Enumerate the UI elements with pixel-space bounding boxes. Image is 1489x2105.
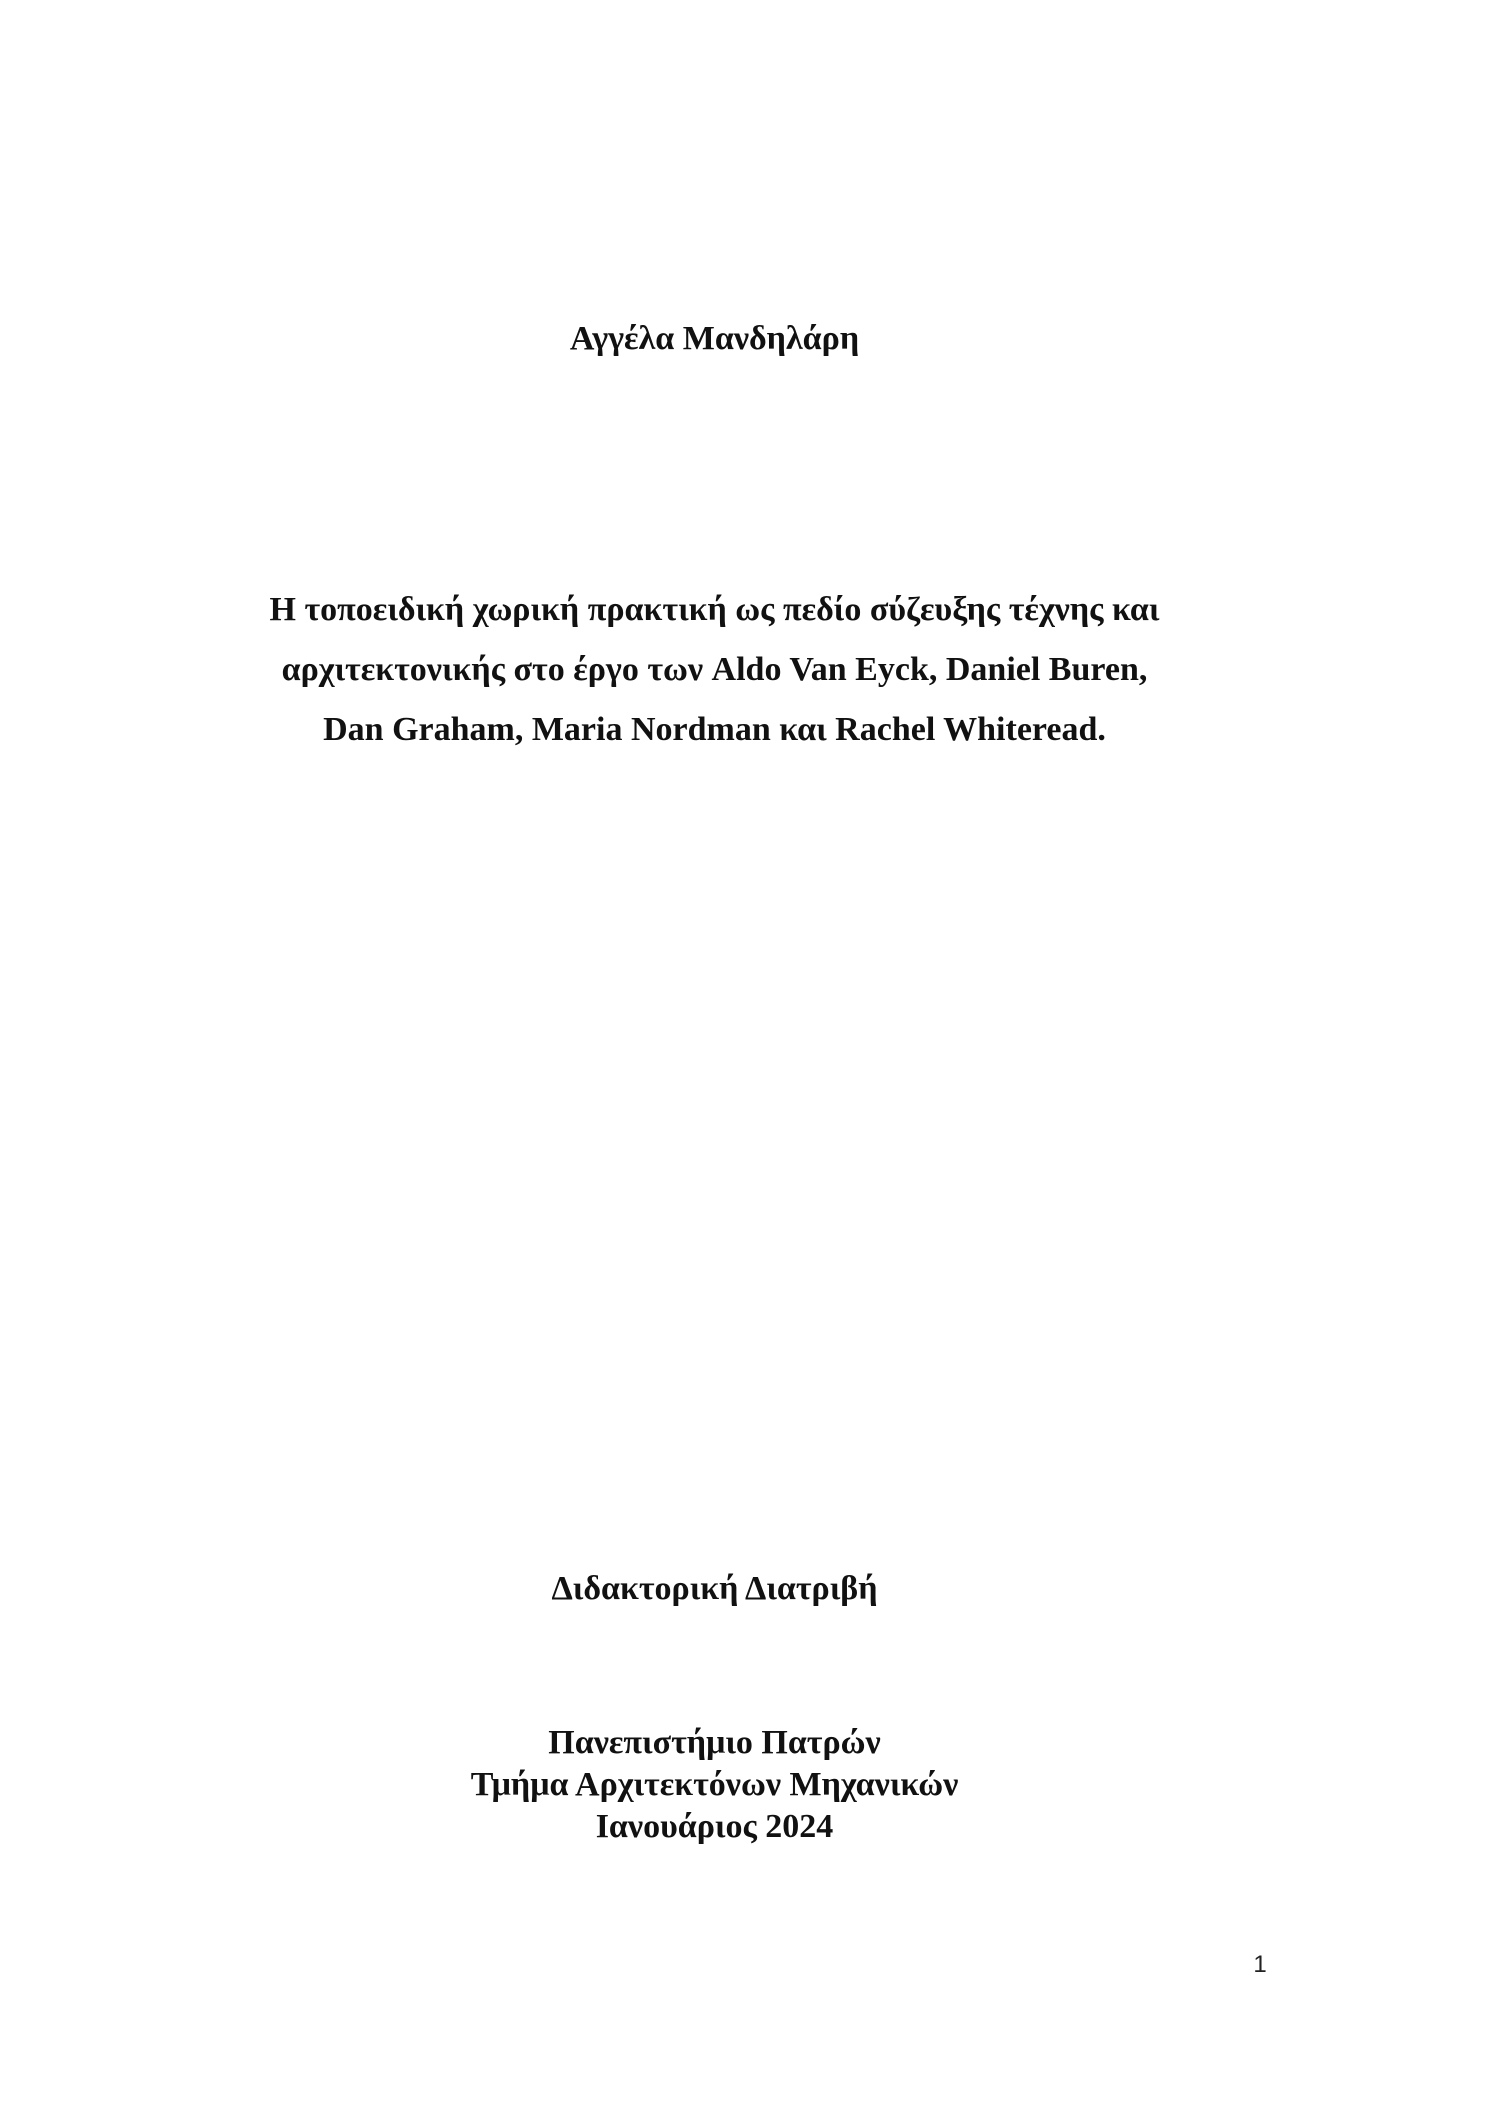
university-name: Πανεπιστήμιο Πατρών [548,1724,881,1761]
author-name: Αγγέλα Μανδηλάρη [569,320,860,357]
title-line: αρχιτεκτονικής στο έργο των Aldo Van Eyck, Daniel Buren, [281,651,1148,688]
page-number: 1 [1253,1951,1267,1978]
title-line: Dan Graham, Maria Nordman και Rachel Whiteread. [323,711,1106,748]
publication-date: Ιανουάριος 2024 [595,1808,834,1845]
title-line: Η τοποειδική χωρική πρακτική ως πεδίο σύζευξης τέχνης και [269,591,1160,628]
document-type: Διδακτορική Διατριβή [551,1570,878,1607]
thesis-title [0,580,1429,760]
department-name: Τμήμα Αρχιτεκτόνων Μηχανικών [470,1766,959,1803]
institution-info [0,1722,1429,1848]
